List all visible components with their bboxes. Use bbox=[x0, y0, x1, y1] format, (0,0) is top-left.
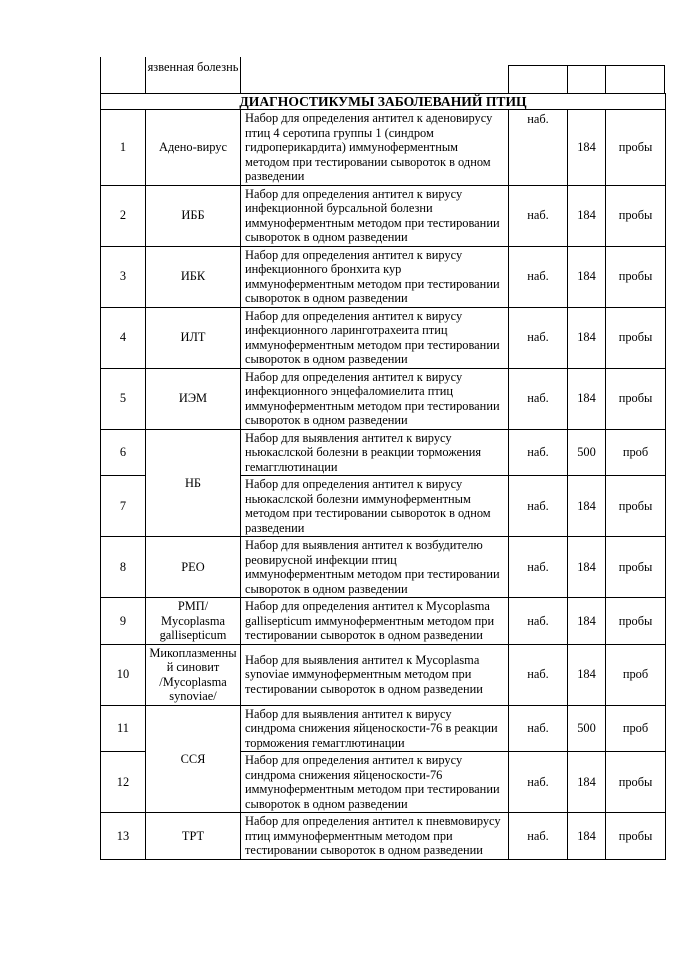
disease-code-cell: Адено-вирус bbox=[146, 110, 241, 186]
quantity-unit-cell: пробы bbox=[606, 307, 666, 368]
continued-quantity-cell bbox=[567, 66, 605, 93]
table-row bbox=[101, 110, 666, 186]
quantity-cell: 184 bbox=[568, 752, 606, 813]
unit-cell: наб. bbox=[509, 429, 568, 476]
kit-description-cell: Набор для выявления антител к вирусу синдрома снижения яйценоскости-76 в реакции торможения гемагглютинации bbox=[241, 705, 509, 752]
table-row bbox=[101, 185, 666, 246]
kit-description-cell: Набор для выявления антител к возбудителю реовирусной инфекции птиц иммуноферментным методом при тестировании сывороток в одном разведении bbox=[241, 537, 509, 598]
row-number-cell: 4 bbox=[101, 307, 146, 368]
unit-cell: наб. bbox=[509, 368, 568, 429]
quantity-cell: 500 bbox=[568, 705, 606, 752]
continued-row bbox=[100, 57, 665, 93]
table-row bbox=[101, 368, 666, 429]
quantity-cell: 184 bbox=[568, 246, 606, 307]
unit-cell: наб. bbox=[509, 110, 568, 186]
row-number-cell: 10 bbox=[101, 644, 146, 705]
quantity-unit-cell: пробы bbox=[606, 110, 666, 186]
row-number-cell: 11 bbox=[101, 705, 146, 752]
table-row bbox=[101, 705, 666, 752]
quantity-cell: 500 bbox=[568, 429, 606, 476]
row-number-cell: 6 bbox=[101, 429, 146, 476]
continued-disease-name-cell: язвенная болезнь bbox=[145, 57, 240, 93]
disease-code-cell: ИЛТ bbox=[146, 307, 241, 368]
unit-cell: наб. bbox=[509, 185, 568, 246]
kit-description-cell: Набор для определения антител к вирусу инфекционной бурсальной болезни иммуноферментным методом при тестировании сывороток в одном разведении bbox=[241, 185, 509, 246]
table-row bbox=[101, 813, 666, 860]
kit-description-cell: Набор для определения антител к пневмовирусу птиц иммуноферментным методом при тестировании сывороток в одном разведении bbox=[241, 813, 509, 860]
kit-description-cell: Набор для определения антител к вирусу синдрома снижения яйценоскости-76 иммуноферментным методом при тестировании сывороток в одном разведении bbox=[241, 752, 509, 813]
unit-cell: наб. bbox=[509, 307, 568, 368]
unit-cell: наб. bbox=[509, 537, 568, 598]
table-row bbox=[101, 429, 666, 476]
quantity-unit-cell: проб bbox=[606, 644, 666, 705]
quantity-cell: 184 bbox=[568, 307, 606, 368]
continued-quantity-unit-cell bbox=[605, 66, 665, 93]
table-row bbox=[101, 537, 666, 598]
row-number-cell: 7 bbox=[101, 476, 146, 537]
quantity-cell: 184 bbox=[568, 598, 606, 645]
row-number-cell: 8 bbox=[101, 537, 146, 598]
continued-number-cell bbox=[100, 57, 145, 93]
row-number-cell: 5 bbox=[101, 368, 146, 429]
kit-description-cell: Набор для определения антител к вирусу инфекционного бронхита кур иммуноферментным методом при тестировании сывороток в одном разведении bbox=[241, 246, 509, 307]
kit-description-cell: Набор для выявления антител к вирусу ньюкаслской болезни в реакции торможения гемагглютинации bbox=[241, 429, 509, 476]
kit-description-cell: Набор для определения антител к вирусу ньюкаслской болезни иммуноферментным методом при тестировании сывороток в одном разведении bbox=[241, 476, 509, 537]
unit-cell: наб. bbox=[509, 246, 568, 307]
unit-cell: наб. bbox=[509, 598, 568, 645]
table-row bbox=[101, 246, 666, 307]
unit-cell: наб. bbox=[509, 476, 568, 537]
quantity-unit-cell: пробы bbox=[606, 813, 666, 860]
unit-cell: наб. bbox=[509, 813, 568, 860]
unit-cell: наб. bbox=[509, 752, 568, 813]
unit-cell: наб. bbox=[509, 644, 568, 705]
table-row bbox=[101, 307, 666, 368]
quantity-unit-cell: проб bbox=[606, 429, 666, 476]
quantity-unit-cell: пробы bbox=[606, 537, 666, 598]
table-row bbox=[101, 644, 666, 705]
disease-code-cell: РМП/ Mycoplasma gallisepticum bbox=[146, 598, 241, 645]
quantity-unit-cell: пробы bbox=[606, 368, 666, 429]
disease-code-cell: ТРТ bbox=[146, 813, 241, 860]
disease-code-cell: НБ bbox=[146, 429, 241, 537]
section-header-row bbox=[101, 94, 666, 110]
continued-unit-cell bbox=[508, 66, 567, 93]
continued-description-cell bbox=[240, 57, 508, 93]
row-number-cell: 3 bbox=[101, 246, 146, 307]
row-number-cell: 12 bbox=[101, 752, 146, 813]
unit-cell: наб. bbox=[509, 705, 568, 752]
section-title: ДИАГНОСТИКУМЫ ЗАБОЛЕВАНИЙ ПТИЦ bbox=[101, 94, 666, 110]
quantity-cell: 184 bbox=[568, 537, 606, 598]
table-row bbox=[101, 598, 666, 645]
quantity-cell: 184 bbox=[568, 476, 606, 537]
quantity-cell: 184 bbox=[568, 185, 606, 246]
quantity-unit-cell: проб bbox=[606, 705, 666, 752]
disease-code-cell: Микоплазменный синовит /Mycoplasma synoviae/ bbox=[146, 644, 241, 705]
quantity-unit-cell: пробы bbox=[606, 598, 666, 645]
quantity-cell: 184 bbox=[568, 813, 606, 860]
quantity-unit-cell: пробы bbox=[606, 752, 666, 813]
kit-description-cell: Набор для определения антител к вирусу инфекционного энцефаломиелита птиц иммуноферментным методом при тестировании сывороток в одном разведении bbox=[241, 368, 509, 429]
bird-diseases-table bbox=[100, 93, 666, 860]
row-number-cell: 9 bbox=[101, 598, 146, 645]
disease-code-cell: ССЯ bbox=[146, 705, 241, 813]
diagnostics-table bbox=[100, 57, 665, 860]
kit-description-cell: Набор для определения антител к аденовирусу птиц 4 серотипа группы 1 (синдром гидроперикардита) иммуноферментным методом при тестировании сывороток в одном разведении bbox=[241, 110, 509, 186]
disease-code-cell: РЕО bbox=[146, 537, 241, 598]
continued-right-cells bbox=[508, 65, 665, 93]
row-number-cell: 13 bbox=[101, 813, 146, 860]
row-number-cell: 1 bbox=[101, 110, 146, 186]
kit-description-cell: Набор для определения антител к Mycoplasma gallisepticum иммуноферментным методом при тестировании сывороток в одном разведении bbox=[241, 598, 509, 645]
quantity-unit-cell: пробы bbox=[606, 476, 666, 537]
disease-code-cell: ИББ bbox=[146, 185, 241, 246]
quantity-cell: 184 bbox=[568, 110, 606, 186]
kit-description-cell: Набор для выявления антител к Mycoplasma synoviae иммуноферментным методом при тестировании сывороток в одном разведении bbox=[241, 644, 509, 705]
disease-code-cell: ИБК bbox=[146, 246, 241, 307]
disease-code-cell: ИЭМ bbox=[146, 368, 241, 429]
quantity-unit-cell: пробы bbox=[606, 246, 666, 307]
quantity-cell: 184 bbox=[568, 644, 606, 705]
quantity-cell: 184 bbox=[568, 368, 606, 429]
quantity-unit-cell: пробы bbox=[606, 185, 666, 246]
row-number-cell: 2 bbox=[101, 185, 146, 246]
kit-description-cell: Набор для определения антител к вирусу инфекционного ларинготрахеита птиц иммуноферментным методом при тестировании сывороток в одном разведении bbox=[241, 307, 509, 368]
